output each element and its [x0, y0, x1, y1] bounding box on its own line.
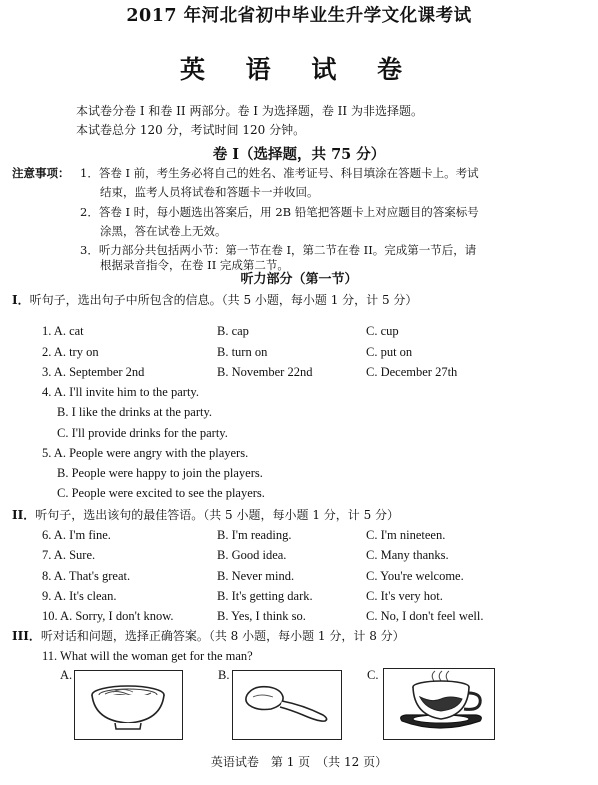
- intro-line-2: 本试卷总分 120 分，考试时间 120 分钟。: [76, 123, 306, 137]
- q4-option-a[interactable]: 4. A. I'll invite him to the party.: [42, 385, 199, 399]
- q5-option-c[interactable]: C. People were excited to see the players.: [57, 486, 265, 500]
- section-heading: 卷 I（选择题，共 75 分）: [212, 146, 386, 163]
- q8-option-a[interactable]: 8. A. That's great.: [42, 569, 131, 583]
- intro-line-1: 本试卷分卷 I 和卷 II 两部分。卷 I 为选择题，卷 II 为非选择题。: [76, 104, 423, 118]
- q4-option-b[interactable]: B. I like the drinks at the party.: [57, 405, 213, 419]
- q2-option-b[interactable]: B. turn on: [217, 345, 268, 359]
- part1-roman: I．: [12, 293, 30, 307]
- part3-roman: III．: [12, 629, 41, 643]
- q10-option-b[interactable]: B. Yes, I think so.: [217, 609, 306, 623]
- q1-option-b[interactable]: B. cap: [217, 324, 249, 338]
- q6-option-c[interactable]: C. I'm nineteen.: [366, 528, 446, 542]
- q9-option-c[interactable]: C. It's very hot.: [366, 589, 443, 603]
- part1-instruction: 听句子，选出句子中所包含的信息。（共 5 小题，每小题 1 分，计 5 分）: [29, 293, 418, 307]
- q8-option-c[interactable]: C. You're welcome.: [366, 569, 464, 583]
- q11-question: 11. What will the woman get for the man?: [42, 649, 253, 663]
- q11-picture-a[interactable]: [74, 670, 183, 740]
- q11-picture-c[interactable]: [383, 668, 495, 740]
- q5-option-b[interactable]: B. People were happy to join the players.: [57, 466, 263, 480]
- bowl-icon: [75, 671, 182, 739]
- part2-heading: [12, 508, 399, 523]
- part2-roman: II．: [12, 508, 36, 522]
- q1-option-c[interactable]: C. cup: [366, 324, 399, 338]
- notice-item-2-cont: 涂黑，答在试卷上无效。: [100, 224, 227, 238]
- cup-icon: [384, 669, 494, 739]
- exam-title: 2017 年河北省初中毕业生升学文化课考试: [126, 6, 472, 26]
- subject-title: 英 语 试 卷: [179, 55, 419, 84]
- notice-label: 注意事项：: [12, 166, 70, 180]
- listening-title: 听力部分（第一节）: [240, 272, 358, 287]
- q11-label-c: C.: [367, 668, 379, 682]
- q9-option-a[interactable]: 9. A. It's clean.: [42, 589, 117, 603]
- q3-option-a[interactable]: 3. A. September 2nd: [42, 365, 145, 379]
- q4-option-c[interactable]: C. I'll provide drinks for the party.: [57, 426, 228, 440]
- q5-option-a[interactable]: 5. A. People were angry with the players.: [42, 446, 249, 460]
- notice-item-1: 1．答卷 I 前，考生务必将自己的姓名、准考证号、科目填涂在答题卡上。考试: [80, 166, 479, 180]
- q6-option-a[interactable]: 6. A. I'm fine.: [42, 528, 111, 542]
- notice-item-1-cont: 结束，监考人员将试卷和答题卡一并收回。: [100, 185, 319, 199]
- q8-option-b[interactable]: B. Never mind.: [217, 569, 295, 583]
- q10-option-c[interactable]: C. No, I don't feel well.: [366, 609, 484, 623]
- q6-option-b[interactable]: B. I'm reading.: [217, 528, 292, 542]
- part2-instruction: 听句子，选出该句的最佳答语。（共 5 小题，每小题 1 分，计 5 分）: [35, 508, 400, 522]
- part3-instruction: 听对话和问题，选择正确答案。（共 8 小题，每小题 1 分，计 8 分）: [40, 629, 405, 643]
- spoon-icon: [233, 671, 341, 739]
- q3-option-c[interactable]: C. December 27th: [366, 365, 458, 379]
- q3-option-b[interactable]: B. November 22nd: [217, 365, 313, 379]
- q7-option-a[interactable]: 7. A. Sure.: [42, 548, 96, 562]
- q9-option-b[interactable]: B. It's getting dark.: [217, 589, 313, 603]
- q2-option-a[interactable]: 2. A. try on: [42, 345, 99, 359]
- notice-item-3-cont: 根据录音指令，在卷 II 完成第二节。: [100, 258, 289, 272]
- part1-heading: [12, 293, 417, 308]
- page-footer: 英语试卷 第 1 页 （共 12 页）: [210, 755, 388, 769]
- q10-option-a[interactable]: 10. A. Sorry, I don't know.: [42, 609, 174, 623]
- q11-picture-b[interactable]: [232, 670, 342, 740]
- notice-item-3: 3．听力部分共包括两小节：第一节在卷 I，第二节在卷 II。完成第一节后，请: [80, 243, 477, 257]
- part3-heading: [12, 629, 405, 644]
- q2-option-c[interactable]: C. put on: [366, 345, 413, 359]
- q7-option-b[interactable]: B. Good idea.: [217, 548, 287, 562]
- q1-option-a[interactable]: 1. A. cat: [42, 324, 84, 338]
- notice-item-2: 2．答卷 I 时，每小题选出答案后，用 2B 铅笔把答题卡上对应题目的答案标号: [80, 205, 479, 219]
- q11-label-a: A.: [60, 668, 73, 682]
- q7-option-c[interactable]: C. Many thanks.: [366, 548, 449, 562]
- q11-label-b: B.: [218, 668, 230, 682]
